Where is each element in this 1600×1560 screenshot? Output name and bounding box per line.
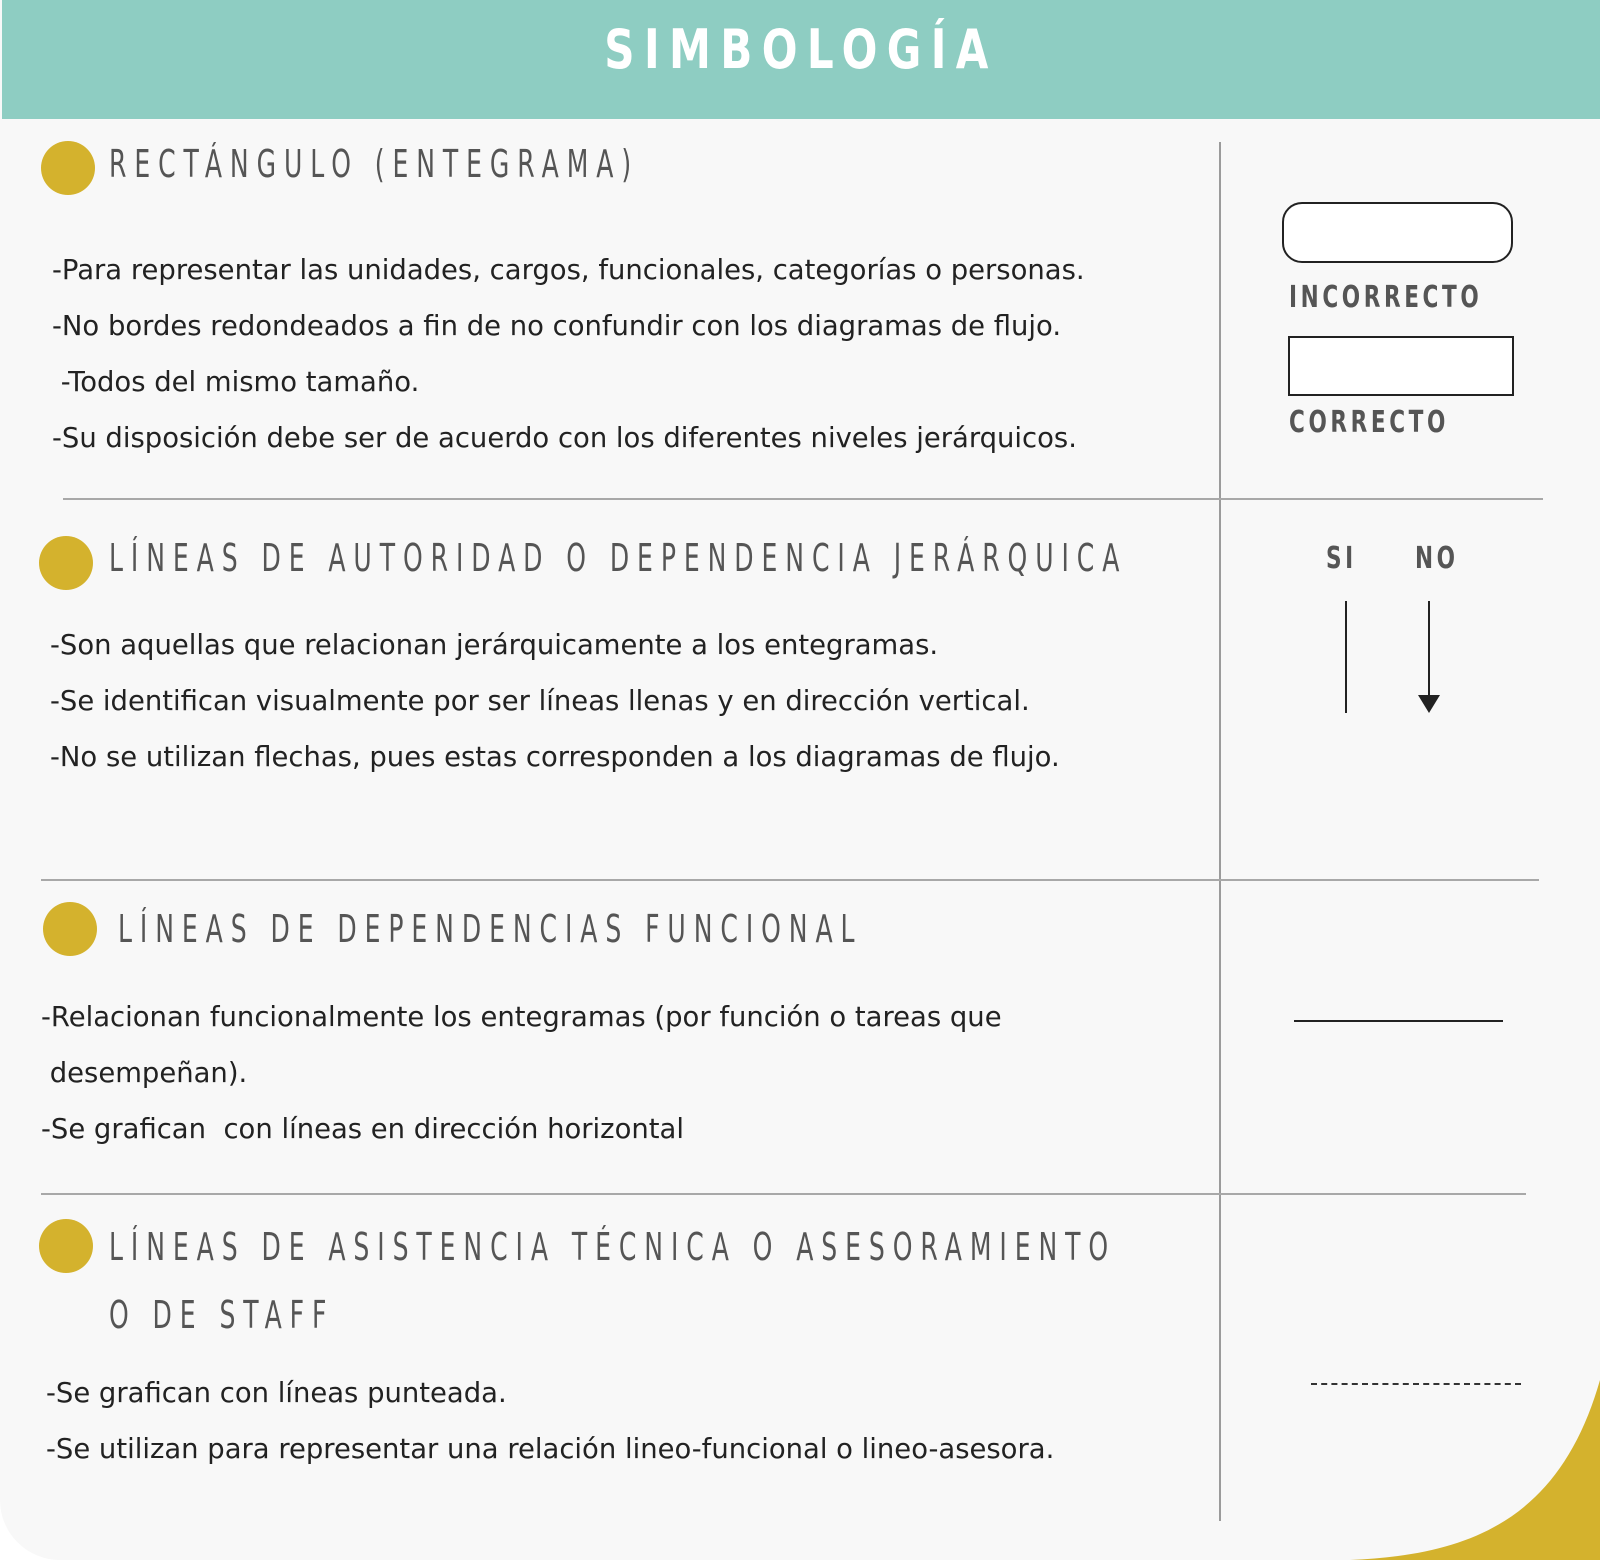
square-rectangle-example xyxy=(1288,336,1514,396)
bullet-dot-icon xyxy=(43,902,97,956)
page-title: SIMBOLOGÍA xyxy=(604,18,998,81)
correct-label: CORRECTO xyxy=(1289,405,1449,440)
section-1-line-2: -No bordes redondeados a fin de no confundir con los diagramas de flujo. xyxy=(52,309,1062,342)
section-title-rectangle: RECTÁNGULO (ENTEGRAMA) xyxy=(109,142,640,186)
section-2-line-1: -Son aquellas que relacionan jerárquicamente a los entegramas. xyxy=(50,628,939,661)
section-4-line-2: -Se utilizan para representar una relación lineo-funcional o lineo-asesora. xyxy=(46,1432,1055,1465)
section-title-staff-lines-1: LÍNEAS DE ASISTENCIA TÉCNICA O ASESORAMIENTO xyxy=(109,1225,1117,1269)
bullet-dot-icon xyxy=(39,536,93,590)
section-1-line-1: -Para representar las unidades, cargos, funcionales, categorías o personas. xyxy=(52,253,1085,286)
section-title-authority-lines: LÍNEAS DE AUTORIDAD O DEPENDENCIA JERÁRQUICA xyxy=(109,536,1128,580)
section-title-functional-lines: LÍNEAS DE DEPENDENCIAS FUNCIONAL xyxy=(118,907,863,951)
arrow-vertical-line-example xyxy=(1428,601,1430,697)
bullet-dot-icon xyxy=(41,141,95,195)
section-4-line-1: -Se grafican con líneas punteada. xyxy=(46,1376,507,1409)
section-3-line-3: -Se grafican con líneas en dirección horizontal xyxy=(41,1112,684,1145)
incorrect-label: INCORRECTO xyxy=(1289,280,1483,315)
section-2-line-2: -Se identifican visualmente por ser líneas llenas y en dirección vertical. xyxy=(50,684,1030,717)
section-3-line-2: desempeñan). xyxy=(41,1056,248,1089)
corner-accent xyxy=(1280,1380,1600,1560)
section-divider-1 xyxy=(63,498,1543,500)
section-divider-3 xyxy=(41,1193,1526,1195)
rounded-rectangle-example xyxy=(1282,202,1513,263)
section-3-line-1: -Relacionan funcionalmente los entegramas (por función o tareas que xyxy=(41,1000,1002,1033)
section-1-line-3: -Todos del mismo tamaño. xyxy=(52,365,420,398)
arrow-down-icon xyxy=(1418,695,1440,713)
plain-vertical-line-example xyxy=(1345,601,1347,713)
bullet-dot-icon xyxy=(39,1219,93,1273)
horizontal-solid-line-example xyxy=(1294,1020,1503,1022)
section-divider-2 xyxy=(41,879,1539,881)
corner-accent-shape xyxy=(1350,1380,1600,1560)
column-divider xyxy=(1219,142,1221,1521)
yes-label: SI xyxy=(1326,541,1357,576)
section-1-line-4: -Su disposición debe ser de acuerdo con los diferentes niveles jerárquicos. xyxy=(52,421,1077,454)
header-bar xyxy=(2,0,1600,119)
dashed-line-example xyxy=(1311,1383,1521,1385)
no-label: NO xyxy=(1415,541,1459,576)
section-2-line-3: -No se utilizan flechas, pues estas corresponden a los diagramas de flujo. xyxy=(50,740,1060,773)
section-title-staff-lines-2: O DE STAFF xyxy=(109,1293,335,1337)
